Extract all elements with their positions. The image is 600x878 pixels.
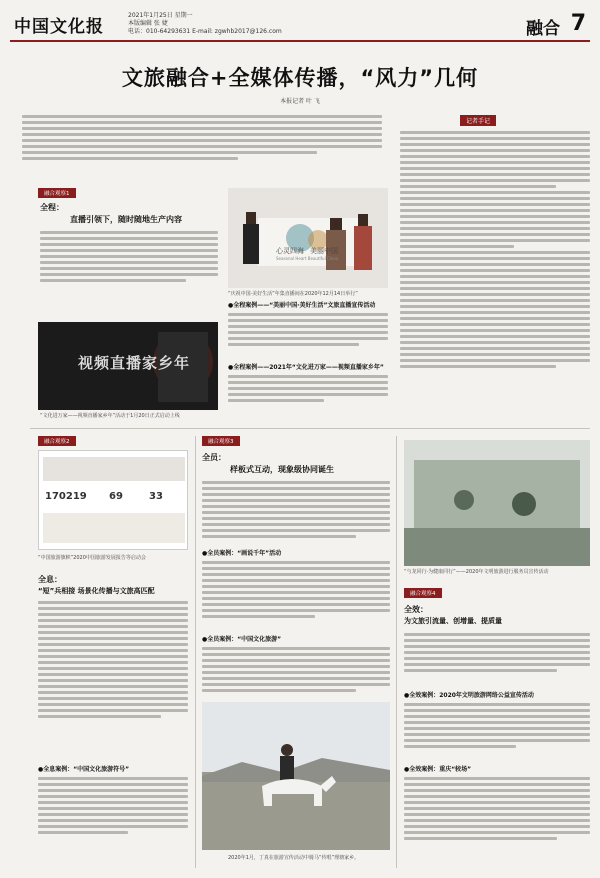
stats-screenshot bbox=[38, 450, 188, 550]
reporter-note-text bbox=[400, 131, 590, 368]
feature-one-photo1-caption: “庆祝中国·美好生活”年集直播间在2020年12月14日举行” bbox=[228, 291, 358, 297]
stat-value-1: 170219 bbox=[45, 491, 87, 502]
section-name: 融合 bbox=[526, 19, 560, 39]
feature-two-label: 全息： bbox=[38, 575, 62, 584]
masthead bbox=[10, 8, 590, 42]
feature-three-bullet3: ●全员案例：“中国文化旅游” bbox=[202, 636, 282, 643]
issue-date: 2021年1月25日 星期一 bbox=[128, 12, 193, 19]
feature-one-bullet2-body bbox=[228, 372, 388, 405]
feature-four-label: 全效： bbox=[404, 605, 428, 614]
feature-three-ribbon: 融合观察3 bbox=[202, 436, 240, 446]
feature-two-body bbox=[38, 598, 188, 721]
feature-two-ribbon: 融合观察2 bbox=[38, 436, 76, 446]
feature-one-ribbon: 融合观察1 bbox=[38, 188, 76, 198]
feature-three-bullet2-body bbox=[202, 558, 390, 621]
lead-paragraph bbox=[22, 112, 382, 163]
reporter-note bbox=[400, 108, 590, 388]
feature-one-photo2-caption: “文化进万家——视频直播家乡年”活动于1月20日正式启动上线 bbox=[40, 413, 180, 419]
feature-one-label: 全程： bbox=[40, 203, 64, 212]
feature-four-bullet2-body bbox=[404, 774, 590, 843]
promo-photo bbox=[228, 188, 388, 288]
promo-photo-art bbox=[228, 188, 388, 288]
newspaper-brand: 中国文化报 bbox=[14, 17, 104, 37]
feature-three-photo-caption: 2020年1月，丁真在旅游宣传活动中骑马“传唱”理塘家乡。 bbox=[228, 855, 360, 861]
horse-photo bbox=[202, 702, 390, 850]
horse-photo-art bbox=[202, 702, 390, 850]
issue-contact: 电话：010-64293631 E-mail: zgwhb2017@126.com bbox=[128, 28, 282, 35]
feature-four-ribbon: 融合观察4 bbox=[404, 588, 442, 598]
issue-info bbox=[128, 12, 282, 36]
feature-four-body bbox=[404, 630, 590, 675]
feature-two-bullet1: ●全息案例：“中国文化旅游符号” bbox=[38, 766, 130, 773]
promo-text-1: 心灵四海 bbox=[276, 247, 304, 255]
feature-two-title: “短”兵相接 场景化传播与文旅高匹配 bbox=[38, 587, 155, 595]
reporter-note-tag: 记者手记 bbox=[460, 115, 496, 126]
feature-four-title: 为文旅引流量、创增量、提质量 bbox=[404, 617, 502, 625]
feature-three-side-caption: “与龙同行·为健康同行”——2020年文明旅游进行服务员宣传活动 bbox=[404, 569, 549, 575]
issue-editor: 本版编辑 张 婕 bbox=[128, 20, 168, 27]
feature-one-body bbox=[40, 228, 218, 285]
feature-three-bullet3-body bbox=[202, 644, 390, 695]
feature-three-label: 全员： bbox=[202, 453, 226, 462]
feature-two-photo-caption: “中国旅游旗帜”2020中国旅游发展报告等启动会 bbox=[38, 555, 146, 561]
promo-text-2: 美丽中国 bbox=[310, 247, 338, 255]
feature-four-bullet1-body bbox=[404, 700, 590, 751]
feature-one-bullet1: ●全程案例——“美丽中国·美好生活”文旅直播宣传活动 bbox=[228, 302, 376, 309]
feature-three-body bbox=[202, 478, 390, 541]
feature-one-bullet2: ●全程案例——2021年“文化进万家——视频直播家乡年” bbox=[228, 364, 384, 371]
stat-value-2: 69 bbox=[109, 491, 123, 502]
stat-value-3: 33 bbox=[149, 491, 163, 502]
poster-photo bbox=[38, 322, 218, 410]
poster-big-text: 视频直播家乡年 bbox=[78, 354, 191, 372]
feature-four-bullet1: ●全效案例：2020年文明旅游网络公益宣传活动 bbox=[404, 692, 534, 699]
page-number: 7 bbox=[570, 11, 586, 36]
promo-text-sub: Seasonal Heart Beautiful China bbox=[276, 256, 339, 261]
feature-two-bullet1-body bbox=[38, 774, 188, 837]
byline: 本报记者 叶 飞 bbox=[280, 98, 320, 105]
main-headline: 文旅融合+全媒体传播，“风力”几何 bbox=[121, 66, 479, 90]
feature-three-title: 样板式互动，现象级协同诞生 bbox=[230, 465, 334, 474]
feature-four-bullet2: ●全效案例：重庆“较场” bbox=[404, 766, 472, 773]
side-photo-art bbox=[404, 440, 590, 566]
feature-one-bullet1-body bbox=[228, 310, 388, 349]
feature-three-bullet2: ●全员案例：“画说千年”活动 bbox=[202, 550, 282, 557]
feature-one-title: 直播引领下，随时随地生产内容 bbox=[70, 215, 182, 224]
side-photo bbox=[404, 440, 590, 566]
